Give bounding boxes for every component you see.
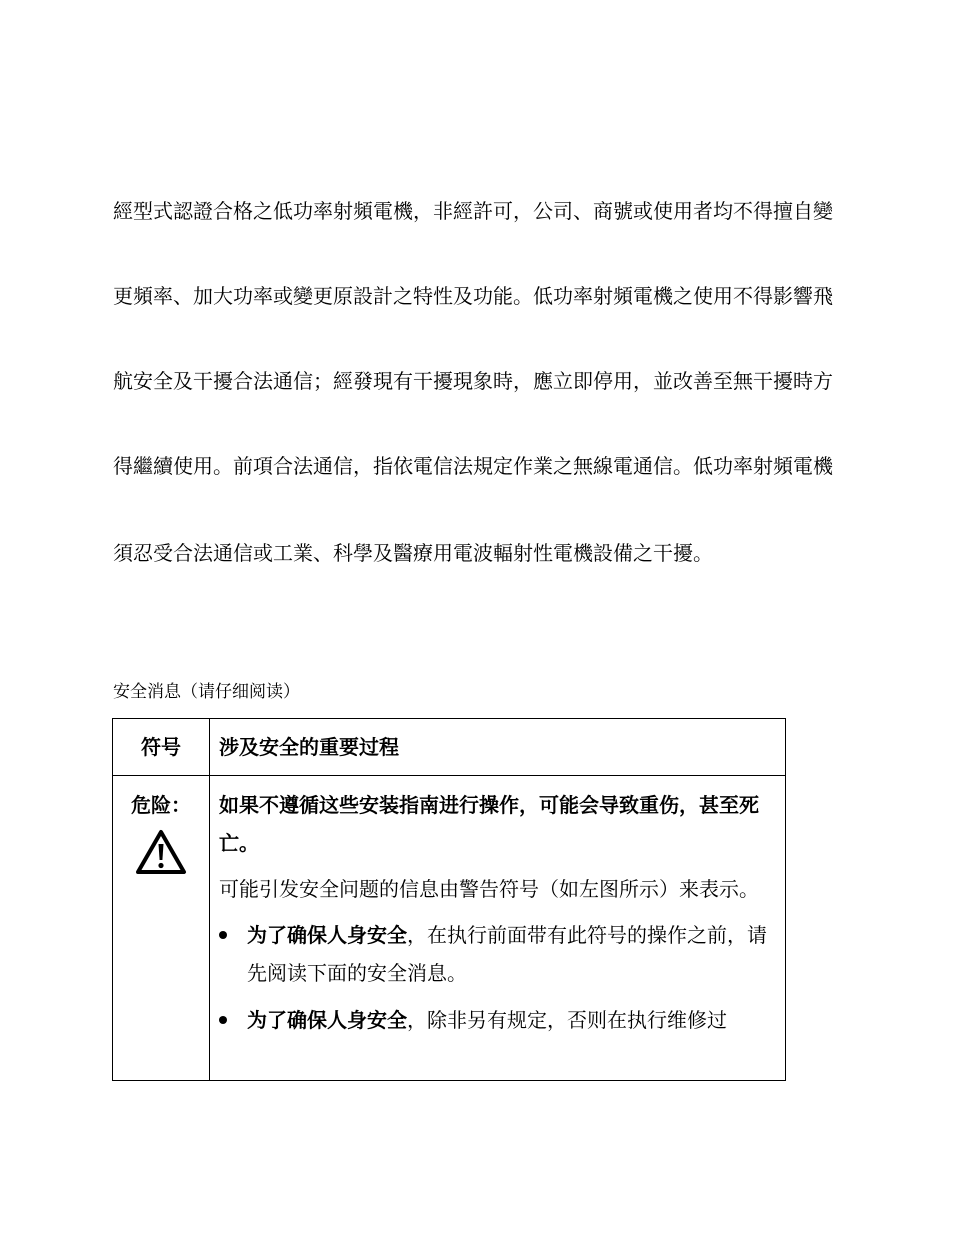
- bullet-emphasis: 为了确保人身安全: [247, 1008, 407, 1032]
- list-item: [219, 1001, 775, 1039]
- notice-paragraph-5: 須忍受合法通信或工業、科學及醫療用電波輻射性電機設備之干擾。: [113, 541, 713, 565]
- notice-paragraph-3: 航安全及干擾合法通信；經發現有干擾現象時，應立即停用，並改善至無干擾時方: [113, 369, 833, 393]
- safety-bullet-list: [219, 916, 775, 1039]
- table-row: [113, 776, 786, 1081]
- danger-description-cell: [210, 776, 786, 1081]
- list-item: [219, 916, 775, 992]
- safety-section-title: 安全消息（请仔细阅读）: [113, 682, 300, 702]
- danger-warning-text: 如果不遵循这些安装指南进行操作，可能会导致重伤，甚至死亡。: [219, 793, 759, 855]
- table-header-row: [113, 719, 786, 776]
- danger-label: 危险：: [131, 793, 191, 817]
- warning-symbol-description: 可能引发安全问题的信息由警告符号（如左图所示）来表示。: [219, 877, 759, 901]
- notice-paragraph-4: 得繼續使用。前項合法通信，指依電信法規定作業之無線電通信。低功率射頻電機: [113, 454, 833, 478]
- notice-paragraph-1: 經型式認證合格之低功率射頻電機，非經許可，公司、商號或使用者均不得擅自變: [113, 199, 833, 223]
- bullet-text: ，除非另有规定，否则在执行维修过: [407, 1008, 727, 1032]
- safety-table: [112, 718, 786, 1081]
- bullet-text: ，在执行前面带有此符号的操作之前，请先阅读下面的安全消息。: [247, 923, 767, 985]
- bullet-emphasis: 为了确保人身安全: [247, 923, 407, 947]
- notice-paragraph-2: 更頻率、加大功率或變更原設計之特性及功能。低功率射頻電機之使用不得影響飛: [113, 284, 833, 308]
- header-symbol: 符号: [113, 719, 210, 776]
- warning-triangle-icon: [135, 829, 187, 875]
- bullet-icon: [219, 931, 227, 939]
- header-procedure: 涉及安全的重要过程: [210, 719, 786, 776]
- bullet-icon: [219, 1016, 227, 1024]
- danger-symbol-cell: [113, 776, 210, 1081]
